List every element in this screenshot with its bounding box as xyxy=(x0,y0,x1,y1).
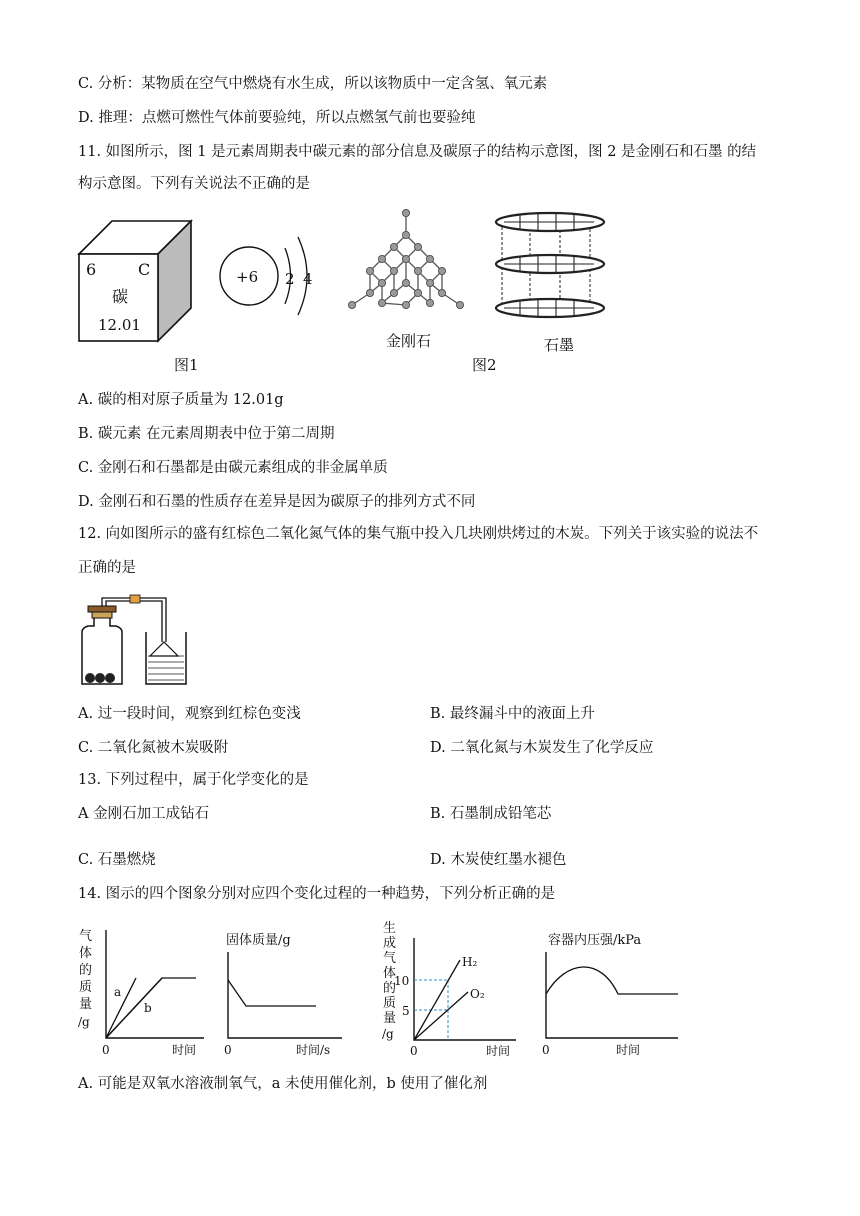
svg-text:0: 0 xyxy=(410,1044,418,1058)
svg-text:的: 的 xyxy=(79,963,93,978)
figure-2-caption: 图2 xyxy=(472,356,497,374)
option-d-q12: D. 二氧化氮与木炭发生了化学反应 xyxy=(430,740,654,756)
shell-2-electrons: 4 xyxy=(303,270,313,288)
nucleus-charge: +6 xyxy=(236,268,259,286)
svg-text:/g: /g xyxy=(78,1015,90,1029)
graph-4 xyxy=(536,930,686,1060)
svg-text:成: 成 xyxy=(383,936,397,951)
svg-text:时间/s: 时间/s xyxy=(296,1043,331,1057)
option-a-q14: A. 可能是双氧水溶液制氧气，a 未使用催化剂，b 使用了催化剂 xyxy=(78,1076,488,1092)
question-12-line2: 正确的是 xyxy=(78,560,136,576)
diamond-structure xyxy=(346,205,470,317)
option-a-q11: A. 碳的相对原子质量为 12.01g xyxy=(78,392,284,408)
graph-3 xyxy=(380,918,520,1058)
svg-text:容器内压强/kPa: 容器内压强/kPa xyxy=(548,933,642,948)
graphite-structure xyxy=(490,208,614,326)
svg-text:体: 体 xyxy=(383,966,397,981)
graph-2 xyxy=(218,930,348,1060)
question-11-line1: 11. 如图所示，图 1 是元素周期表中碳元素的部分信息及碳原子的结构示意图，图 2 是金刚石和石墨 的结 xyxy=(78,144,757,160)
element-name: 碳 xyxy=(112,287,129,306)
svg-text:固体质量/g: 固体质量/g xyxy=(226,933,291,948)
svg-text:量: 量 xyxy=(383,1011,397,1026)
atomic-mass: 12.01 xyxy=(98,316,141,334)
svg-text:时间: 时间 xyxy=(486,1044,511,1058)
svg-text:0: 0 xyxy=(542,1043,550,1057)
svg-text:0: 0 xyxy=(224,1043,232,1057)
svg-text:O₂: O₂ xyxy=(470,987,485,1001)
question-12-line1: 12. 向如图所示的盛有红棕色二氧化氮气体的集气瓶中投入几块刚烘烤过的木炭。下列关于该实验的说法不 xyxy=(78,526,759,542)
svg-text:时间: 时间 xyxy=(616,1043,641,1057)
graphite-label: 石墨 xyxy=(544,336,575,354)
figure-1-caption: 图1 xyxy=(174,356,199,374)
shell-1-electrons: 2 xyxy=(285,270,295,288)
option-d-q10: D. 推理：点燃可燃性气体前要验纯，所以点燃氢气前也要验纯 xyxy=(78,110,476,126)
svg-text:0: 0 xyxy=(102,1043,110,1057)
svg-text:的: 的 xyxy=(383,981,397,996)
svg-text:H₂: H₂ xyxy=(462,955,478,969)
option-b-q12: B. 最终漏斗中的液面上升 xyxy=(430,706,595,722)
question-11-line2: 构示意图。下列有关说法不正确的是 xyxy=(78,176,310,192)
svg-text:质: 质 xyxy=(383,996,397,1011)
svg-text:时间: 时间 xyxy=(172,1043,197,1057)
svg-text:/g: /g xyxy=(382,1027,394,1041)
svg-text:a: a xyxy=(114,985,122,999)
apparatus-diagram xyxy=(76,592,200,688)
option-a-q13: A 金刚石加工成钻石 xyxy=(78,806,210,822)
figure-1 xyxy=(76,218,336,348)
element-symbol: C xyxy=(138,260,151,279)
graph-1 xyxy=(76,924,206,1060)
svg-text:体: 体 xyxy=(79,946,93,961)
question-14: 14. 图示的四个图象分别对应四个变化过程的一种趋势，下列分析正确的是 xyxy=(78,886,556,902)
option-c-q12: C. 二氧化氮被木炭吸附 xyxy=(78,740,229,756)
question-13: 13. 下列过程中，属于化学变化的是 xyxy=(78,772,309,788)
svg-text:量: 量 xyxy=(79,997,93,1012)
svg-text:气: 气 xyxy=(79,929,93,944)
atomic-number: 6 xyxy=(86,260,97,279)
option-c-q11: C. 金刚石和石墨都是由碳元素组成的非金属单质 xyxy=(78,460,388,476)
svg-text:气: 气 xyxy=(383,951,397,966)
svg-text:生: 生 xyxy=(383,921,397,936)
option-a-q12: A. 过一段时间，观察到红棕色变浅 xyxy=(78,706,301,722)
option-d-q13: D. 木炭使红墨水褪色 xyxy=(430,852,567,868)
svg-text:5: 5 xyxy=(402,1004,410,1018)
option-c-q10: C. 分析：某物质在空气中燃烧有水生成，所以该物质中一定含氢、氧元素 xyxy=(78,76,548,92)
svg-text:b: b xyxy=(144,1001,152,1015)
option-d-q11: D. 金刚石和石墨的性质存在差异是因为碳原子的排列方式不同 xyxy=(78,494,476,510)
option-b-q13: B. 石墨制成铅笔芯 xyxy=(430,806,552,822)
option-b-q11: B. 碳元素 在元素周期表中位于第二周期 xyxy=(78,426,335,442)
svg-text:10: 10 xyxy=(394,974,410,988)
option-c-q13: C. 石墨燃烧 xyxy=(78,852,156,868)
diamond-label: 金刚石 xyxy=(386,332,432,350)
svg-text:质: 质 xyxy=(79,980,93,995)
